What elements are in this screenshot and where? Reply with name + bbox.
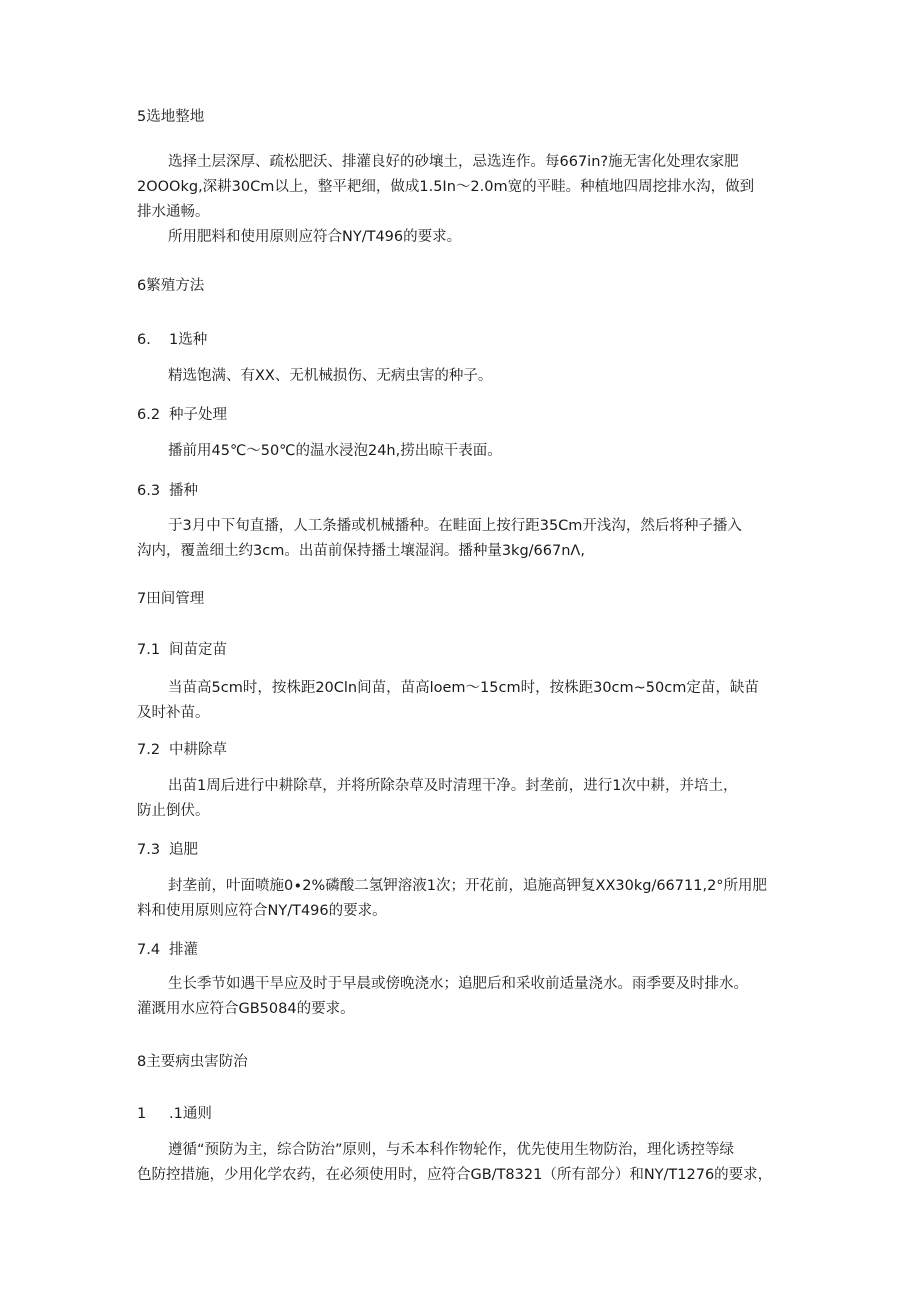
- subsection-6-2-number: 6.2: [137, 407, 161, 423]
- subsection-7-4-number: 7.4: [137, 942, 161, 958]
- section-5-heading: 5选地整地: [137, 109, 205, 125]
- section-7-heading: 7田间管理: [137, 591, 205, 607]
- subsection-7-2-text-line-2: 防止倒伏。: [137, 803, 210, 819]
- section-5-paragraph-1-line-2: 2OOOkg,深耕30Cm以上，整平耙细，做成1.5In～2.0m宽的平畦。种植地四周挖排水沟，做到: [137, 179, 755, 195]
- subsection-6-3-title: 播种: [169, 483, 198, 499]
- subsection-6-1-heading: [137, 330, 207, 350]
- section-8-heading: 8主要病虫害防治: [137, 1054, 248, 1070]
- subsection-7-3-text-line-2: 料和使用原则应符合NY/T496的要求。: [137, 903, 387, 919]
- subsection-6-3-heading: [137, 481, 198, 501]
- subsection-7-2-heading: [137, 740, 227, 760]
- subsection-7-1-heading: [137, 640, 227, 660]
- section-6-heading: 6繁殖方法: [137, 278, 205, 294]
- subsection-6-2-text: 播前用45℃～50℃的温水浸泡24h,捞出晾干表面。: [168, 443, 502, 459]
- subsection-7-2-text-line-1: 出苗1周后进行中耕除草，并将所除杂草及时清理干净。封垄前，进行1次中耕，并培土，: [168, 778, 738, 794]
- section-5-paragraph-1-line-1: 选择土层深厚、疏松肥沃、排灌良好的砂壤土，忌选连作。每667in?施无害化处理农家肥: [168, 154, 739, 170]
- subsection-7-1-number: 7.1: [137, 642, 161, 658]
- subsection-7-4-heading: [137, 940, 198, 960]
- subsection-7-4-text-line-2: 灌溉用水应符合GB5084的要求。: [137, 1001, 355, 1017]
- subsection-6-1-number: 6.: [137, 332, 151, 348]
- subsection-6-2-heading: [137, 405, 227, 425]
- subsection-8-1-number: 1: [137, 1106, 147, 1122]
- subsection-6-3-text-line-2: 沟内，覆盖细土约3cm。出苗前保持播土壤湿润。播种量3kg∕667nΛ,: [137, 543, 585, 559]
- subsection-7-2-title: 中耕除草: [169, 742, 227, 758]
- subsection-7-1-text-line-1: 当苗高5cm时，按株距20Cln间苗，苗高loem～15cm时，按株距30cm~50cm定苗，缺苗: [168, 680, 759, 696]
- subsection-7-3-title: 追肥: [169, 842, 198, 858]
- subsection-6-2-title: 种子处理: [169, 407, 227, 423]
- subsection-8-1-text-line-1: 遵循“预防为主，综合防治”原则，与禾本科作物轮作，优先使用生物防治，理化诱控等绿: [168, 1142, 735, 1158]
- subsection-6-3-number: 6.3: [137, 483, 161, 499]
- subsection-6-3-text-line-1: 于3月中下旬直播，人工条播或机械播种。在畦面上按行距35Cm开浅沟，然后将种子播入: [168, 518, 742, 534]
- subsection-7-2-number: 7.2: [137, 742, 161, 758]
- subsection-7-4-text-line-1: 生长季节如遇干旱应及时于早晨或傍晚浇水；追肥后和采收前适量浇水。雨季要及时排水。: [168, 976, 748, 992]
- section-5-paragraph-2: 所用肥料和使用原则应符合NY/T496的要求。: [168, 229, 462, 245]
- subsection-7-4-title: 排灌: [169, 942, 198, 958]
- subsection-6-1-title: 1选种: [169, 332, 208, 348]
- subsection-8-1-text-line-2: 色防控措施，少用化学农药，在必须使用时，应符合GB/T8321（所有部分）和NY/T1276的要求，: [137, 1167, 773, 1183]
- subsection-7-3-heading: [137, 840, 198, 860]
- subsection-7-3-text-line-1: 封垄前，叶面喷施0∙2%磷酸二氢钾溶液1次；开花前，追施高钾复XX30kg∕66711,2°所用肥: [168, 878, 768, 894]
- section-5-paragraph-1-line-3: 排水通畅。: [137, 204, 210, 220]
- subsection-7-1-text-line-2: 及时补苗。: [137, 705, 210, 721]
- subsection-8-1-heading: [137, 1104, 212, 1124]
- subsection-7-1-title: 间苗定苗: [169, 642, 227, 658]
- subsection-7-3-number: 7.3: [137, 842, 161, 858]
- subsection-8-1-title: .1通则: [169, 1106, 212, 1122]
- subsection-6-1-text: 精选饱满、有XX、无机械损伤、无病虫害的种子。: [168, 368, 493, 384]
